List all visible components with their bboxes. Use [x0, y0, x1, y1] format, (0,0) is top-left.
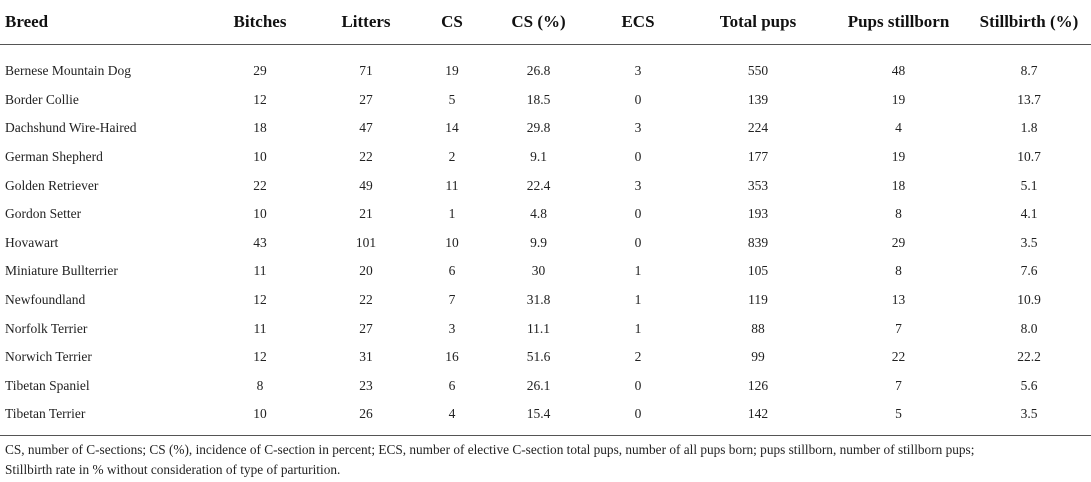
cell-litters: 21 — [359, 206, 373, 222]
cell-litters: 27 — [359, 320, 373, 336]
cell-ecs: 0 — [634, 206, 642, 222]
cell-cs: 5 — [448, 91, 456, 107]
cell-litters: 20 — [359, 263, 373, 279]
table-row — [0, 314, 1091, 343]
cell-breed: Norfolk Terrier — [5, 320, 88, 336]
cell-cs-percent: 26.1 — [526, 377, 551, 393]
cell-cs-percent: 29.8 — [526, 120, 551, 136]
cell-total-pups: 139 — [747, 91, 769, 107]
footnote-line-1: CS, number of C-sections; CS (%), incidence of C-section in percent; ECS, number of elective C-section total pups, number of all pups born; pups stillborn, number of stillborn pups; — [5, 442, 975, 457]
table-row — [0, 143, 1091, 172]
cell-litters: 49 — [359, 177, 373, 193]
cell-bitches: 10 — [253, 149, 267, 165]
cell-cs: 10 — [445, 234, 459, 250]
cell-stillbirth-percent: 22.2 — [1017, 349, 1041, 365]
cell-breed: Tibetan Terrier — [0, 400, 205, 435]
cell-cs: 16 — [445, 349, 459, 365]
table-header-row — [0, 0, 1091, 45]
cell-ecs: 3 — [634, 63, 642, 79]
cell-ecs: 1 — [634, 320, 642, 336]
cell-bitches: 11 — [253, 320, 267, 336]
cell-bitches: 43 — [253, 234, 267, 250]
cell-total-pups: 119 — [748, 292, 768, 308]
cell-cs: 1 — [448, 206, 456, 222]
cell-total-pups: 126 — [747, 377, 769, 393]
cell-pups-stillborn: 19 — [891, 91, 906, 107]
table-row — [0, 114, 1091, 143]
cell-ecs: 0 — [590, 400, 686, 435]
table-row — [0, 286, 1091, 315]
cell-litters: 71 — [359, 63, 373, 79]
table-row — [0, 45, 1091, 86]
cell-ecs: 0 — [634, 149, 642, 165]
cell-cs-percent: 22.4 — [526, 177, 551, 193]
cell-bitches: 22 — [253, 177, 267, 193]
table-row — [0, 200, 1091, 229]
cell-breed: Hovawart — [5, 234, 59, 250]
cell-cs-percent: 4.8 — [530, 206, 547, 222]
cell-pups-stillborn: 8 — [895, 206, 902, 222]
cell-bitches: 29 — [253, 63, 267, 79]
cell-bitches: 18 — [253, 120, 267, 136]
cell-litters: 22 — [359, 292, 373, 308]
table-footnote — [5, 440, 1087, 480]
cell-stillbirth-percent: 3.5 — [967, 400, 1091, 435]
table-row — [0, 400, 1091, 435]
cell-breed: Bernese Mountain Dog — [5, 63, 131, 79]
cell-cs: 7 — [448, 292, 456, 308]
cell-cs: 2 — [448, 149, 456, 165]
cell-pups-stillborn: 4 — [895, 120, 902, 136]
cell-pups-stillborn: 48 — [891, 63, 906, 79]
cell-pups-stillborn: 19 — [891, 149, 906, 165]
col-header-stillbirth-percent: Stillbirth (%) — [967, 0, 1091, 45]
cell-pups-stillborn: 13 — [891, 292, 906, 308]
cell-bitches: 12 — [253, 91, 267, 107]
cell-total-pups: 353 — [747, 177, 769, 193]
cell-cs-percent: 18.5 — [526, 91, 551, 107]
cell-cs-percent: 31.8 — [526, 292, 551, 308]
col-header-total-pups: Total pups — [686, 0, 830, 45]
cell-breed: Border Collie — [5, 91, 79, 107]
col-header-ecs: ECS — [590, 0, 686, 45]
cell-total-pups: 142 — [686, 400, 830, 435]
cell-litters: 23 — [359, 377, 373, 393]
table-row — [0, 86, 1091, 115]
cell-ecs: 1 — [634, 292, 642, 308]
cell-ecs: 0 — [634, 91, 642, 107]
cell-breed: Golden Retriever — [5, 177, 99, 193]
cell-total-pups: 99 — [751, 349, 765, 365]
cell-cs: 14 — [445, 120, 459, 136]
cell-cs: 4 — [417, 400, 487, 435]
table-body — [0, 45, 1091, 436]
cell-cs-percent: 11.1 — [526, 320, 551, 336]
table-row — [0, 343, 1091, 372]
cell-ecs: 1 — [634, 263, 642, 279]
cell-pups-stillborn: 7 — [895, 377, 902, 393]
table-row — [0, 372, 1091, 401]
col-header-cs-percent: CS (%) — [487, 0, 590, 45]
cell-stillbirth-percent: 3.5 — [1020, 234, 1038, 250]
cell-pups-stillborn: 5 — [830, 400, 967, 435]
cell-stillbirth-percent: 1.8 — [1020, 120, 1038, 136]
cell-breed: Newfoundland — [5, 292, 86, 308]
cell-breed: Gordon Setter — [5, 206, 82, 222]
cell-pups-stillborn: 7 — [895, 320, 902, 336]
cell-pups-stillborn: 29 — [891, 234, 906, 250]
cell-bitches: 10 — [253, 206, 267, 222]
cell-cs-percent: 30 — [531, 263, 546, 279]
cell-total-pups: 224 — [747, 120, 769, 136]
cell-ecs: 2 — [634, 349, 642, 365]
cell-stillbirth-percent: 13.7 — [1017, 91, 1041, 107]
cell-ecs: 0 — [634, 234, 642, 250]
cell-bitches: 12 — [253, 349, 267, 365]
cell-cs-percent: 9.1 — [530, 149, 547, 165]
cell-breed: German Shepherd — [5, 149, 103, 165]
cell-bitches: 11 — [253, 263, 267, 279]
cell-cs-percent: 26.8 — [526, 63, 551, 79]
cell-bitches: 12 — [253, 292, 267, 308]
cell-cs-percent: 9.9 — [530, 234, 547, 250]
col-header-litters: Litters — [315, 0, 417, 45]
cell-breed: Dachshund Wire-Haired — [5, 120, 137, 136]
table-row — [0, 171, 1091, 200]
footnote-line-2: Stillbirth rate in % without consideration of type of parturition. — [5, 462, 341, 477]
cell-pups-stillborn: 8 — [895, 263, 902, 279]
cell-litters: 47 — [359, 120, 373, 136]
cell-stillbirth-percent: 4.1 — [1020, 206, 1038, 222]
cell-total-pups: 177 — [747, 149, 769, 165]
cell-cs-percent: 15.4 — [487, 400, 590, 435]
cell-litters: 26 — [315, 400, 417, 435]
cell-cs: 3 — [448, 320, 456, 336]
cell-cs-percent: 51.6 — [526, 349, 551, 365]
cell-pups-stillborn: 22 — [891, 349, 906, 365]
col-header-breed: Breed — [0, 0, 205, 45]
col-header-cs: CS — [417, 0, 487, 45]
cell-total-pups: 88 — [751, 320, 765, 336]
cell-pups-stillborn: 18 — [891, 177, 906, 193]
cell-cs: 6 — [448, 377, 456, 393]
cell-stillbirth-percent: 5.6 — [1020, 377, 1038, 393]
table-row — [0, 257, 1091, 286]
cell-cs: 11 — [445, 177, 459, 193]
cell-litters: 31 — [359, 349, 373, 365]
cell-stillbirth-percent: 7.6 — [1020, 263, 1038, 279]
cell-ecs: 3 — [634, 120, 642, 136]
cell-bitches: 10 — [205, 400, 315, 435]
cell-breed: Miniature Bullterrier — [5, 263, 118, 279]
cell-breed: Norwich Terrier — [5, 349, 92, 365]
cell-ecs: 0 — [634, 377, 642, 393]
cell-cs: 6 — [448, 263, 456, 279]
cell-cs: 19 — [445, 63, 459, 79]
cell-litters: 27 — [359, 91, 373, 107]
cell-stillbirth-percent: 8.0 — [1020, 320, 1038, 336]
cell-breed: Tibetan Spaniel — [5, 377, 90, 393]
cell-litters: 101 — [355, 234, 377, 250]
cell-litters: 22 — [359, 149, 373, 165]
col-header-pups-stillborn: Pups stillborn — [830, 0, 967, 45]
cell-stillbirth-percent: 10.9 — [1017, 292, 1041, 308]
col-header-bitches: Bitches — [205, 0, 315, 45]
cell-total-pups: 550 — [747, 63, 769, 79]
table-row — [0, 229, 1091, 258]
cell-bitches: 8 — [256, 377, 264, 393]
cell-total-pups: 839 — [747, 234, 769, 250]
cell-ecs: 3 — [634, 177, 642, 193]
cell-stillbirth-percent: 10.7 — [1017, 149, 1041, 165]
cell-total-pups: 105 — [747, 263, 769, 279]
cell-total-pups: 193 — [747, 206, 769, 222]
cell-stillbirth-percent: 8.7 — [1020, 63, 1038, 79]
cell-stillbirth-percent: 5.1 — [1020, 177, 1038, 193]
